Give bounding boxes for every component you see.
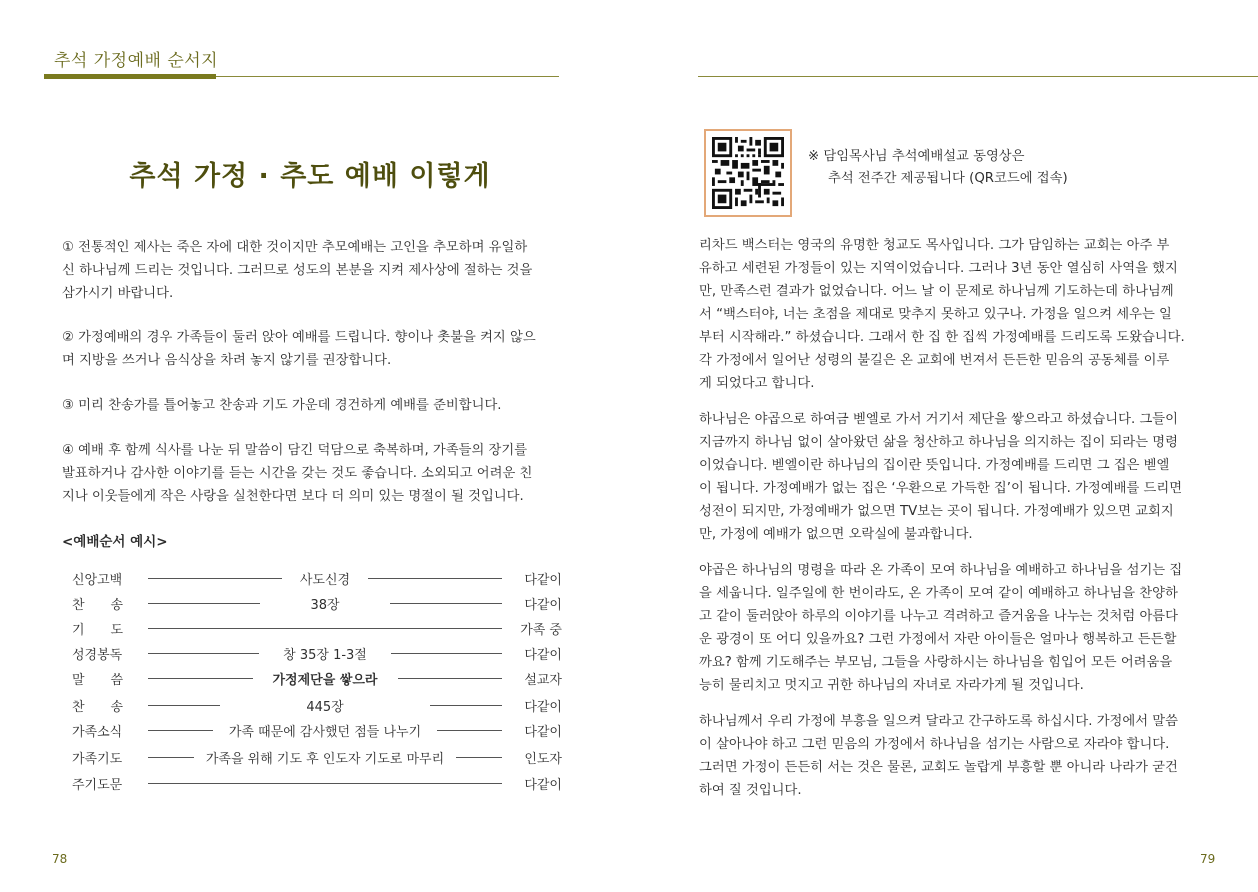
order-leader: 다같이 [524,598,562,613]
text-line: 그러면 가정이 든든히 서는 것은 물론, 교회도 놀랍게 부흥할 뿐 아니라 나라가 굳건 [699,760,1178,775]
text-line: 이 됩니다. 가정예배가 없는 집은 ‘우환으로 가득한 집’이 됩니다. 가정예배를 드리면 [699,481,1183,496]
text-line: 성전이 되지만, 가정예배가 없으면 TV보는 곳이 됩니다. 가정예배가 있으면 교회지 [699,504,1174,519]
right-paragraph-3 [699,559,1201,697]
worship-order-title: <예배순서 예시> [62,534,168,550]
order-item-text: 가정제단을 쌓으라 [253,673,398,688]
text-line: ③ 미리 찬송가를 틀어놓고 찬송과 기도 가운데 경건하게 예배를 준비합니다. [62,398,502,413]
order-row [62,617,562,639]
order-leader: 다같이 [524,725,562,740]
order-row [62,772,562,794]
text-line: 삼가시기 바랍니다. [62,286,174,301]
qr-code-icon [712,137,784,209]
order-item [148,696,502,715]
order-item [148,748,502,767]
order-label: 말 씀 [72,673,124,688]
order-row [62,694,562,716]
order-item [148,644,502,663]
right-paragraph-1 [699,234,1201,395]
order-item-text: 가족을 위해 기도 후 인도자 기도로 마무리 [194,752,456,767]
order-leader: 다같이 [524,700,562,715]
text-line: 각 가정에서 일어난 성령의 불길은 온 교회에 번져서 든든한 믿음의 공동체를 이루 [699,353,1170,368]
text-line: 만, 만족스런 결과가 없었습니다. 어느 날 이 문제로 하나님께 기도하는데 하나님께 [699,284,1174,299]
qr-note-line: ※ 담임목사님 추석예배설교 동영상은 [808,149,1025,164]
left-paragraph-4 [62,439,558,508]
qr-note-line: 추석 전주간 제공됩니다 (QR코드에 접속) [828,171,1068,186]
page-number-left: 78 [52,852,68,866]
order-item-text: 창 35장 1-3절 [259,648,391,663]
text-line: 하나님은 야곱으로 하여금 벧엘로 가서 거기서 제단을 쌓으라고 하셨습니다. 그들이 [699,412,1178,427]
order-row [62,567,562,589]
text-line: 능히 물리치고 멋지고 귀한 하나님의 자녀로 자라가게 될 것입니다. [699,678,1084,693]
order-leader: 다같이 [524,573,562,588]
order-row [62,667,562,689]
order-label: 가족기도 [72,752,123,767]
right-paragraph-2 [699,408,1201,546]
order-item [148,721,502,740]
text-line: 이었습니다. 벧엘이란 하나님의 집이란 뜻입니다. 가정예배를 드리면 그 집은 벧엘 [699,458,1170,473]
text-line: 지금까지 하나님 없이 살아왔던 삶을 청산하고 하나님을 의지하는 집이 되라는 명령 [699,435,1178,450]
text-line: 운 광경이 또 어디 있을까요? 그런 가정에서 자란 아이들은 얼마나 행복하고 든든할 [699,632,1177,647]
running-header-title: 추석 가정예배 순서지 [54,51,219,71]
text-line: 이 살아나야 하고 그런 믿음의 가정에서 하나님을 섬기는 사람으로 자라야 합니다. [699,737,1170,752]
header-rule-accent [44,74,216,79]
order-row [62,592,562,614]
order-row [62,642,562,664]
order-label: 찬 송 [72,598,124,613]
text-line: ④ 예배 후 함께 식사를 나눈 뒤 말씀이 담긴 덕담으로 축복하며, 가족들의 장기를 [62,443,528,458]
text-line: 고 같이 둘러앉아 하루의 이야기를 나누고 격려하고 즐거움을 나누는 것처럼 아름다 [699,609,1178,624]
order-leader: 가족 중 [520,623,562,638]
text-line: 부터 시작해라.” 하셨습니다. 그래서 한 집 한 집씩 가정예배를 드리도록 도왔습니다. [699,330,1185,345]
order-label: 성경봉독 [72,648,123,663]
text-line: 며 지방을 쓰거나 음식상을 차려 놓지 않기를 권장합니다. [62,353,392,368]
order-item-text: 445장 [220,700,429,715]
text-line: 까요? 함께 기도해주는 부모님, 그들을 사랑하시는 하나님을 힘입어 모든 어려움을 [699,655,1173,670]
order-label: 가족소식 [72,725,123,740]
order-item-text: 가족 때문에 감사했던 점들 나누기 [213,725,437,740]
right-paragraph-4 [699,710,1201,802]
order-leader-line [148,628,502,629]
text-line: 야곱은 하나님의 명령을 따라 온 가족이 모여 하나님을 예배하고 하나님을 섬기는 집 [699,563,1183,578]
order-item [148,594,502,613]
order-label: 기 도 [72,623,124,638]
text-line: 을 세웁니다. 일주일에 한 번이라도, 온 가족이 모여 같이 예배하고 하나님을 찬양하 [699,586,1178,601]
order-row [62,746,562,768]
text-line: 유하고 세련된 가정들이 있는 지역이었습니다. 그러나 3년 동안 열심히 사역을 했지 [699,261,1178,276]
text-line: 지나 이웃들에게 작은 사랑을 실천한다면 보다 더 의미 있는 명절이 될 것입니다. [62,489,524,504]
order-item-text: 38장 [260,598,389,613]
main-title: 추석 가정 · 추도 예배 이렇게 [129,161,491,192]
order-label: 신앙고백 [72,573,123,588]
order-item [148,569,502,588]
order-leader: 설교자 [524,673,562,688]
text-line: 리차드 백스터는 영국의 유명한 청교도 목사입니다. 그가 담임하는 교회는 아주 부 [699,238,1170,253]
order-leader: 인도자 [524,752,562,767]
text-line: ② 가정예배의 경우 가족들이 둘러 앉아 예배를 드립니다. 향이나 촛불을 켜지 않으 [62,330,536,345]
page-number-right: 79 [1200,852,1216,866]
text-line: ① 전통적인 제사는 죽은 자에 대한 것이지만 추모예배는 고인을 추모하며 유일하 [62,240,528,255]
order-leader: 다같이 [524,648,562,663]
text-line: 하여 질 것입니다. [699,783,802,798]
left-paragraph-2 [62,326,558,372]
text-line: 신 하나님께 드리는 것입니다. 그러므로 성도의 본분을 지켜 제사상에 절하는 것을 [62,263,533,278]
text-line: 만, 가정에 예배가 없으면 오락실에 불과합니다. [699,527,973,542]
text-line: 게 되었다고 합니다. [699,376,815,391]
order-leader-line [148,783,502,784]
order-leader: 다같이 [524,778,562,793]
order-label: 주기도문 [72,778,123,793]
text-line: 서 “백스터야, 너는 초점을 제대로 맞추지 못하고 있구나. 가정을 일으켜 세우는 일 [699,307,1172,322]
text-line: 하나님께서 우리 가정에 부흥을 일으켜 달라고 간구하도록 하십시다. 가정에서 말씀 [699,714,1178,729]
qr-code[interactable] [704,129,792,217]
left-paragraph-3 [62,394,558,417]
order-item [148,669,502,688]
left-paragraph-1 [62,236,558,305]
text-line: 발표하거나 감사한 이야기를 듣는 시간을 갖는 것도 좋습니다. 소외되고 어려운 친 [62,466,533,481]
order-row [62,719,562,741]
qr-note [808,146,1068,190]
order-label: 찬 송 [72,700,124,715]
header-rule-right [698,76,1258,77]
order-item-text: 사도신경 [282,573,368,588]
